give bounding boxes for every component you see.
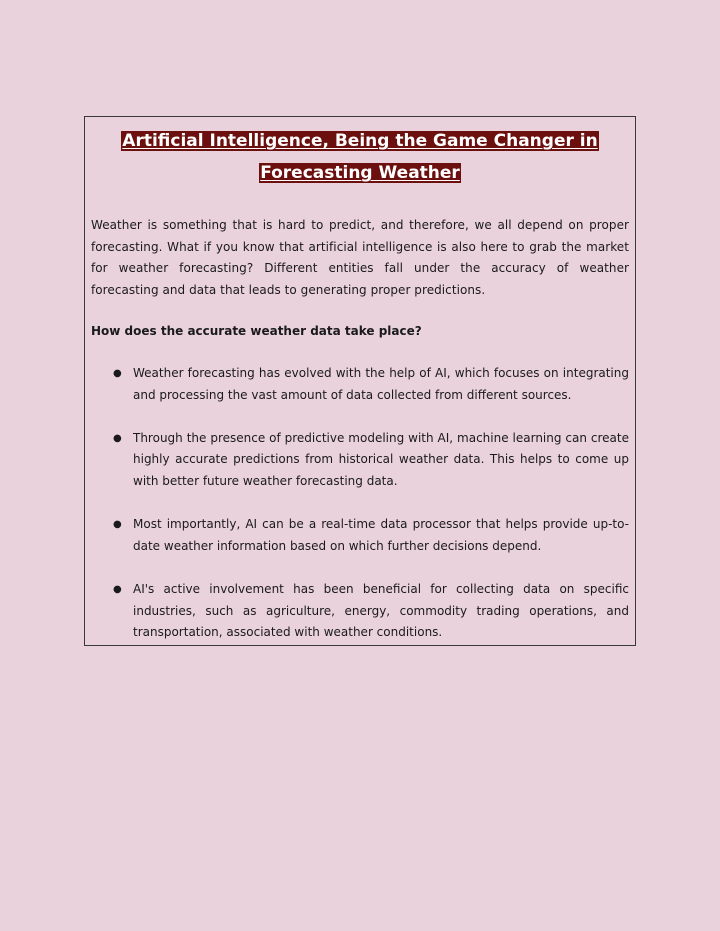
bullet-text: Through the presence of predictive modeling with AI, machine learning can create highly accurate predictions from historical weather data. This helps to come up with better future weather forecasting data.: [133, 430, 629, 488]
bullet-item: [91, 579, 629, 644]
bullet-text: AI's active involvement has been beneficial for collecting data on specific industries, such as agriculture, energy, commodity trading operations, and transportation, associated with weather conditions.: [133, 581, 629, 640]
bullet-dot-icon: ●: [113, 432, 122, 444]
intro-paragraph: Weather is something that is hard to predict, and therefore, we all depend on proper forecasting. What if you know that artificial intelligence is also here to grab the market for weather forecasting? Different entities fall under the accuracy of weather forecasting and data that leads to generating proper predictions.: [91, 218, 629, 297]
document-title: [91, 125, 629, 189]
bullet-item: [91, 363, 629, 406]
bullet-text: Most importantly, AI can be a real-time data processor that helps provide up-to-date weather information based on which further decisions depend.: [133, 517, 629, 553]
bullet-item: [91, 514, 629, 557]
document-box: [84, 116, 636, 646]
bullet-item: [91, 428, 629, 493]
bullet-dot-icon: ●: [113, 519, 122, 531]
section-subheading: How does the accurate weather data take place?: [91, 324, 422, 339]
title-line-1: Artificial Intelligence, Being the Game Changer in: [122, 131, 598, 151]
bullet-dot-icon: ●: [113, 583, 122, 595]
bullet-list: [91, 363, 629, 644]
bullet-text: Weather forecasting has evolved with the help of AI, which focuses on integrating and processing the vast amount of data collected from different sources.: [133, 365, 629, 402]
title-line-2: Forecasting Weather: [260, 163, 460, 183]
bullet-dot-icon: ●: [113, 367, 122, 379]
